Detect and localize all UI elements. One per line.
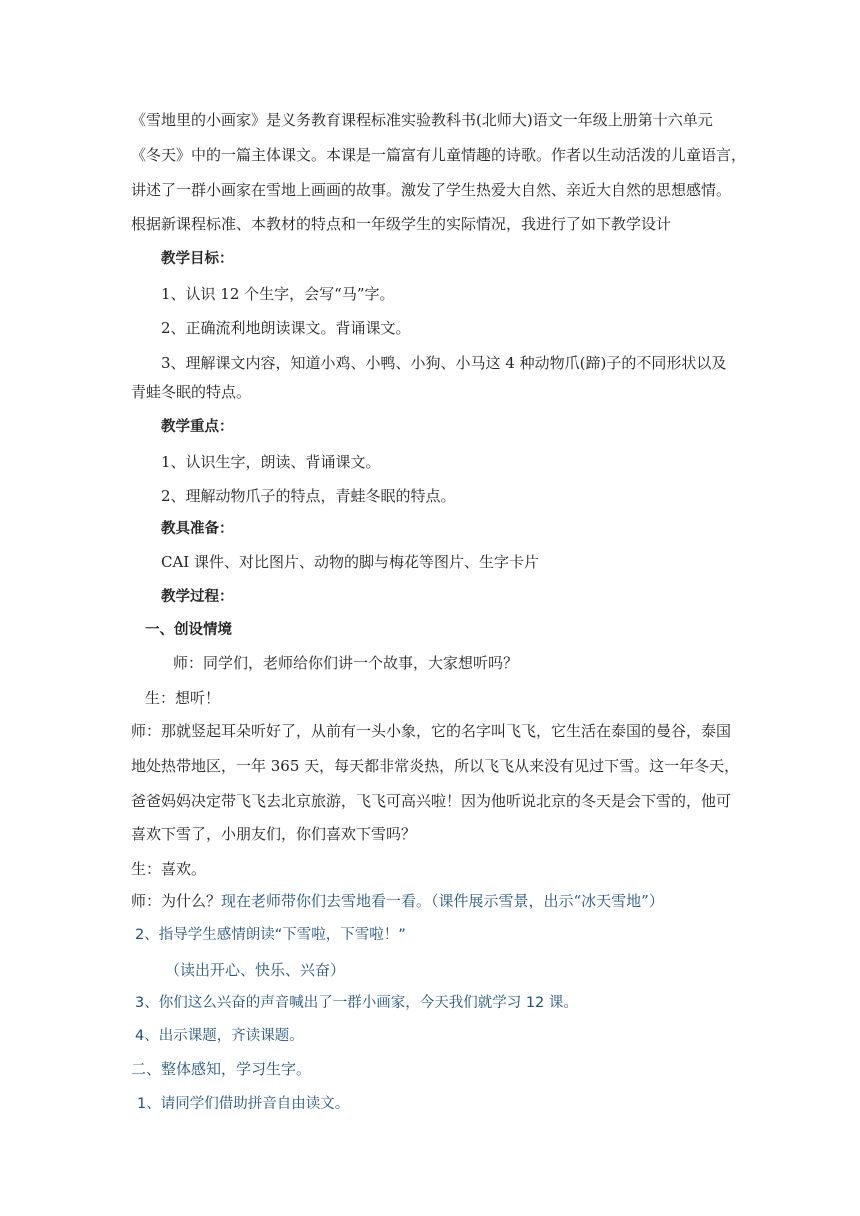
goals-heading: 教学目标： xyxy=(161,251,234,267)
step-2: 2、指导学生感情朗读“下雪啦，下雪啦！” xyxy=(135,927,406,943)
section-1-title: 一、创设情境 xyxy=(145,622,232,638)
intro-line-2: 《冬天》中的一篇主体课文。本课是一篇富有儿童情趣的诗歌。作者以生动活泼的儿童语言， xyxy=(131,146,747,164)
goal-item-2: 2、正确流利地朗读课文。背诵课文。 xyxy=(161,319,411,337)
focus-heading: 教学重点： xyxy=(161,419,234,435)
focus-item-1: 1、认识生字，朗读、背诵课文。 xyxy=(161,453,381,471)
story-line-3: 爸爸妈妈决定带飞飞去北京旅游，飞飞可高兴啦！因为他听说北京的冬天是会下雪的，他可 xyxy=(131,792,732,810)
focus-item-2: 2、理解动物爪子的特点，青蛙冬眠的特点。 xyxy=(161,487,456,505)
step-4: 4、出示课题，齐读课题。 xyxy=(135,1028,304,1044)
goal-item-3: 3、理解课文内容，知道小鸡、小鸭、小狗、小马这 4 种动物爪(蹄)子的不同形状以及 xyxy=(161,354,727,372)
student-line-2: 生：喜欢。 xyxy=(131,860,207,878)
goal-item-3-cont: 青蛙冬眠的特点。 xyxy=(131,383,252,401)
tools-text: CAI 课件、对比图片、动物的脚与梅花等图片、生字卡片 xyxy=(161,553,540,571)
teacher-line-2 xyxy=(131,891,664,911)
tools-heading: 教具准备： xyxy=(161,521,234,537)
teacher-line-2-rest: 现在老师带你们去雪地看一看。（课件展示雪景，出示“冰天雪地”） xyxy=(221,892,664,910)
story-line-1: 师：那就竖起耳朵听好了，从前有一头小象，它的名字叫飞飞，它生活在泰国的曼谷，泰国 xyxy=(131,722,732,740)
step-2-1: 1、请同学们借助拼音自由读文。 xyxy=(137,1096,350,1112)
step-2-note: （读出开心、快乐、兴奋） xyxy=(165,961,346,979)
intro-line-1: 《雪地里的小画家》是义务教育课程标准实验教科书(北师大)语文一年级上册第十六单元 xyxy=(131,111,713,129)
goal-item-1: 1、认识 12 个生字，会写“马”字。 xyxy=(161,285,395,303)
intro-line-3: 讲述了一群小画家在雪地上画画的故事。激发了学生热爱大自然、亲近大自然的思想感情。 xyxy=(131,181,732,199)
teacher-line-1: 师：同学们，老师给你们讲一个故事，大家想听吗？ xyxy=(173,654,519,672)
intro-line-4: 根据新课程标准、本教材的特点和一年级学生的实际情况，我进行了如下教学设计 xyxy=(131,215,672,233)
teacher-line-2-start: 师：为什么？ xyxy=(131,892,222,910)
section-2-title: 二、整体感知，学习生字。 xyxy=(131,1060,312,1078)
process-heading: 教学过程： xyxy=(161,589,234,605)
step-3: 3、你们这么兴奋的声音喊出了一群小画家，今天我们就学习 12 课。 xyxy=(135,995,578,1011)
student-line-1: 生：想听！ xyxy=(145,689,221,707)
story-line-4: 喜欢下雪了，小朋友们，你们喜欢下雪吗？ xyxy=(131,825,417,843)
story-line-2: 地处热带地区，一年 365 天，每天都非常炎热，所以飞飞从来没有见过下雪。这一年冬天， xyxy=(131,757,740,775)
